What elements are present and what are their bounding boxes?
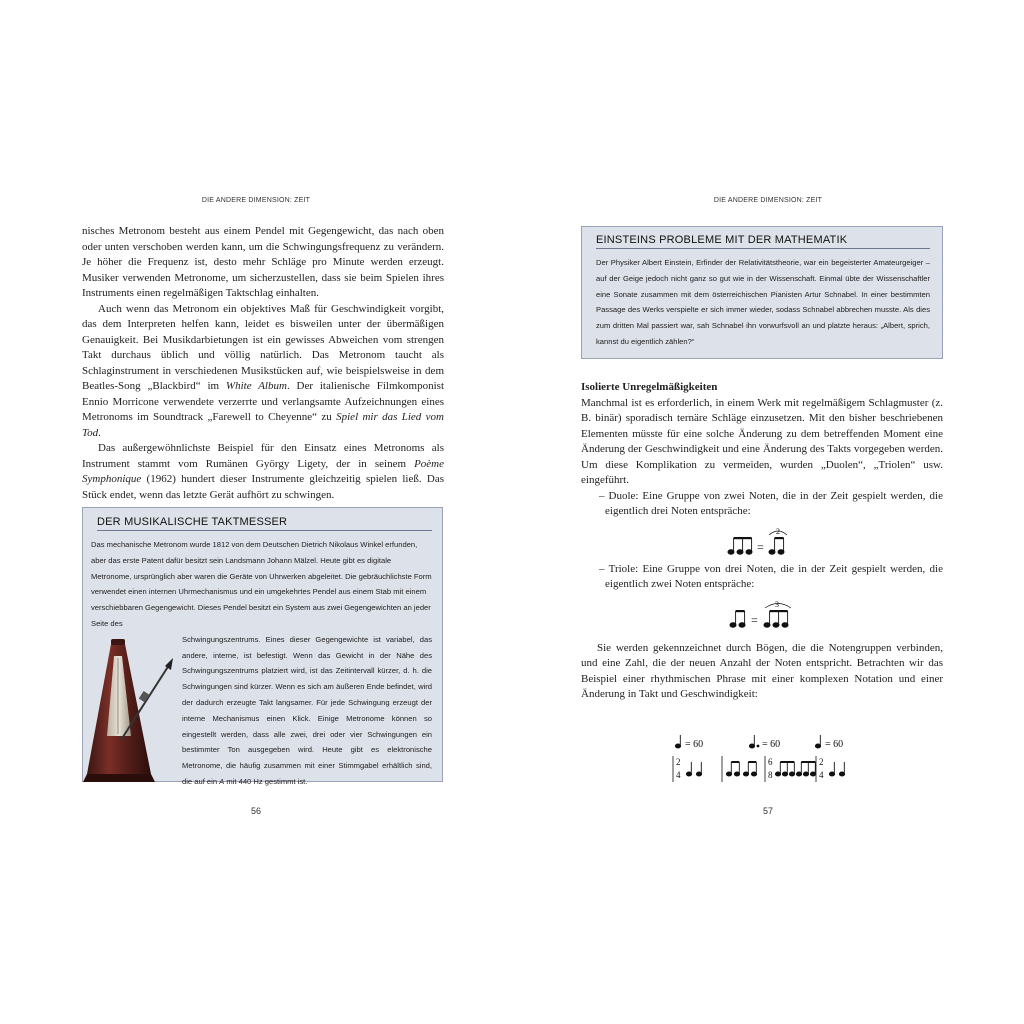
text-run: (1962) hundert dieser Instrumente gleichzeitig spielen ließ. Das Stück endet, wenn das letzte Gerät aufhört zu schwingen. [82,473,444,501]
box-text: Der Physiker Albert Einstein, Erfinder der Relativitätstheorie, war ein begeisterter Amateurgeiger – auf der Geige jedoch nicht ganz so gut wie in der Wissenschaft. Einmal übte der Wissenschaftler eine Sonate zusammen mit dem österreichischen Pianisten Artur Schnabel. In einer bestimmten Passage des Werks verspielte er sich immer wieder, sodass Schnabel abbrechen musste. Als dies zum dritten Mal passiert war, sah Schnabel ihn vorwurfsvoll an und platzte heraus: „Albert, sprich, kannst du eigentlich zählen?“ [596,258,930,346]
box-title: DER MUSIKALISCHE TAKTMESSER [97,516,432,531]
duole-notation-svg [727,526,797,558]
duole-notation [581,526,943,558]
triole-notation [581,599,943,631]
duole-definition: – Duole: Eine Gruppe von zwei Noten, die in der Zeit gespielt werden, die eigentlich drei Noten entspräche: [599,489,943,517]
time-sig-top: 2 [676,757,681,767]
triole-notation-svg [727,599,797,631]
sidebar-box-metronome [82,507,443,786]
body-text [581,380,943,703]
sidebar-box-einstein [581,226,943,359]
equals-sign: = [751,612,758,627]
running-head: DIE ANDERE DIMENSION: ZEIT [713,197,823,204]
time-sig-bottom: 4 [819,770,824,780]
box-text [91,537,432,632]
text-run: Das mechanische Metronom wurde 1812 von dem Deutschen Dietrich Nikolaus Winkel erfunden, aber das erste Patent dafür besitzt sein Landsmann Johann Mälzel. Heute gibt es digitale Metronome, ursprünglich aber waren die Geräte von Uhrwerken abgeleitet. Die gebräuchlichste Form verwendet einen internen Uhrmechanismus und ein umgekehrtes Pendel aus einem Stab mit einem verschiebbaren Gegengewicht. Dieses Pendel besitzt ein System aus zwei Gegengewichten an jeder Seite des [91,540,432,628]
film-title: Spiel mir das Lied vom Tod [82,411,444,439]
right-page [512,0,1024,1024]
pitch-note: A [219,776,225,786]
time-sig-top: 6 [768,757,773,767]
paragraph: nisches Metronom besteht aus einem Pendel mit Gegengewicht, das nach oben oder unten verschoben werden kann, um die Schwingungsfrequenz zu verändern. Je höher die Frequenz ist, desto mehr Schläge pro Minute werden erzeugt. Musiker verwenden Metronome, um sicherzustellen, dass sie beim Spielen ihres Instruments einen regelmäßigen Taktschlag einhalten. [82,225,444,299]
tempo-value: = 60 [685,739,704,750]
paragraph [82,441,444,503]
time-sig-bottom: 4 [676,770,681,780]
tuplet-number: 2 [776,526,780,536]
tuplet-number: 3 [775,599,779,609]
album-title: White Album [225,380,287,392]
text-run: mit 440 Hz gestimmt ist. [226,776,308,786]
text-run: Schwingungszentrums. Eines dieser Gegengewichte ist variabel, das andere, interne, ist befestigt. Wenn das Gewicht in der Nähe des Schwingungszentrums platziert wird, ist das Zeitintervall kürzer, d. h. die Schwingungen sind kürzer. Wenn es sich am äußeren Ende befindet, wird der dadurch erzeugte Takt langsamer. Für jede Schwingung erzeugt der interne Mechanismus einen Klick. Einige Metronome können so eingestellt werden, dass alle zwei, drei oder vier Schwingungen ein bestimmter Ton ausgegeben wird. Heute gibt es elektronische Metronome, die häufig zusammen mit einer Stimmgabel erhältlich sind, die auf ein [182,634,432,786]
text-run: . [98,426,101,439]
paragraph [82,302,444,442]
triole-definition: – Triole: Eine Gruppe von drei Noten, die in der Zeit gespielt werden, die eigentlich zwei Noten entspräche: [599,562,943,590]
time-signatures [676,757,824,780]
rhythm-example [672,732,872,784]
text-run: Auch wenn das Metronom ein objektives Maß für Geschwindigkeit vorgibt, das dem Interpreten helfen kann, leidet es bisweilen unter der übermäßigen Genauigkeit. Bei Musikdarbietungen ist ein gewisses Abweichen vom strengen Takt durchaus üblich und völlig natürlich. Das Metronom taucht als Schlaginstrument in verschiedenen Musikstücken auf, wie beispielsweise in dem Beatles-Song „Blackbird“ im [82,302,444,392]
page-number: 56 [250,806,261,816]
time-sig-top: 2 [819,757,824,767]
box-title: EINSTEINS PROBLEME MIT DER MATHEMATIK [596,234,930,249]
time-sig-bottom: 8 [768,770,773,780]
paragraph: Manchmal ist es erforderlich, in einem Werk mit regelmäßigem Schlagmuster (z. B. binär) sporadisch ternäre Schläge einzusetzen. Mit den bisher beschriebenen Elementen müsste für eine solche Änderung zu dem betreffenden Moment eine Änderung der Geschwindigkeit und eine Änderung des Takts vorgegeben werden. Um diese Komplikation zu vermeiden, wurden „Duolen“, „Triolen“ usw. eingeführt. [581,396,943,486]
work-title: Poème Symphonique [82,457,444,485]
tempo-value: = 60 [762,739,781,750]
tempo-value: = 60 [825,739,844,750]
paragraph: Sie werden gekennzeichnet durch Bögen, die die Notengruppen verbinden, und eine Zahl, die der neuen Anzahl der Noten entspricht. Betrachten wir das Beispiel einer rhythmischen Phrase mit einer komplexen Notation und einer Änderung in Takt und Geschwindigkeit: [581,641,943,700]
text-run: Das außergewöhnlichste Beispiel für den Einsatz eines Metronoms als Instrument stammt vom Rumänen György Ligety, der in seinem [82,442,444,470]
body-text [82,224,444,503]
running-head: DIE ANDERE DIMENSION: ZEIT [201,197,311,204]
metronome-image [81,636,176,786]
page-number: 57 [762,806,773,816]
text-run: . Der italienische Filmkomponist Ennio Morricone verwendete verzerrte und verlangsamte Aufzeichnungen eines Metronoms im Soundtrack „Farewell to Cheyenne“ zu [82,380,444,423]
equals-sign: = [757,539,764,554]
section-heading: Isolierte Unregelmäßigkeiten [581,381,718,393]
